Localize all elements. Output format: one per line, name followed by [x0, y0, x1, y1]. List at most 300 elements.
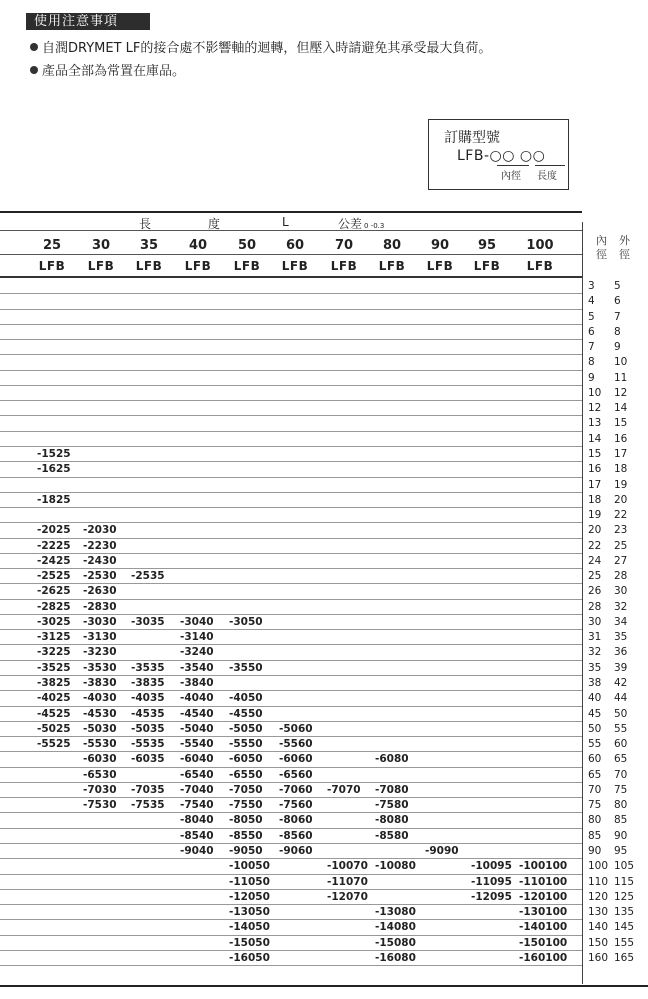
series-col-label: LFB	[233, 259, 261, 273]
row-divider	[0, 354, 582, 355]
outer-diameter-value: 9	[614, 341, 621, 353]
row-divider	[0, 370, 582, 371]
row-divider	[0, 690, 582, 691]
inner-diameter-value: 18	[588, 494, 602, 506]
inner-diameter-value: 17	[588, 479, 602, 491]
part-number-cell: -7030	[83, 784, 117, 796]
row-divider	[0, 583, 582, 584]
outer-diameter-value: 80	[614, 799, 628, 811]
header-divider-2	[0, 254, 582, 255]
note-2	[30, 64, 185, 80]
part-number-cell: -3040	[180, 616, 214, 628]
inner-diameter-value: 80	[588, 814, 602, 826]
part-number-cell: -12050	[229, 891, 270, 903]
outer-diameter-value: 5	[614, 280, 621, 292]
part-number-cell: -7535	[131, 799, 165, 811]
outer-diameter-value: 50	[614, 708, 628, 720]
part-number-cell: -6050	[229, 753, 263, 765]
part-number-cell: -6540	[180, 769, 214, 781]
order-code-box	[428, 119, 569, 190]
inner-diameter-value: 8	[588, 356, 595, 368]
part-number-cell: -3540	[180, 662, 214, 674]
row-divider	[0, 965, 582, 966]
part-number-cell: -6550	[229, 769, 263, 781]
part-number-cell: -9040	[180, 845, 214, 857]
row-divider	[0, 553, 582, 554]
part-number-cell: -5040	[180, 723, 214, 735]
part-number-cell: -3030	[83, 616, 117, 628]
table-bottom-rule	[0, 985, 648, 987]
outer-diameter-value: 20	[614, 494, 628, 506]
l-header: L	[282, 215, 289, 229]
outer-diameter-value: 16	[614, 433, 628, 445]
row-divider	[0, 522, 582, 523]
row-divider	[0, 614, 582, 615]
series-col-label: LFB	[38, 259, 66, 273]
part-number-cell: -4550	[229, 708, 263, 720]
part-number-cell: -2230	[83, 540, 117, 552]
part-number-cell: -14080	[375, 921, 416, 933]
outer-diameter-value: 10	[614, 356, 628, 368]
row-divider	[0, 782, 582, 783]
outer-diameter-value: 34	[614, 616, 628, 628]
inner-diameter-value: 13	[588, 417, 602, 429]
part-number-cell: -7040	[180, 784, 214, 796]
inner-diameter-value: 100	[588, 860, 609, 872]
row-divider	[0, 599, 582, 600]
row-divider	[0, 385, 582, 386]
part-number-cell: -9060	[279, 845, 313, 857]
part-number-cell: -10095	[471, 860, 512, 872]
outer-diameter-value: 7	[614, 311, 621, 323]
part-number-cell: -3130	[83, 631, 117, 643]
part-number-cell: -7530	[83, 799, 117, 811]
row-divider	[0, 828, 582, 829]
length-col-90: 90	[430, 238, 450, 253]
part-number-cell: -2025	[37, 524, 71, 536]
outer-diameter-value: 28	[614, 570, 628, 582]
part-number-cell: -2825	[37, 601, 71, 613]
part-number-cell: -2625	[37, 585, 71, 597]
series-col-label: LFB	[330, 259, 358, 273]
outer-diameter-value: 30	[614, 585, 628, 597]
part-number-cell: -120100	[519, 891, 568, 903]
length-underline	[535, 165, 565, 166]
tolerance-header	[338, 215, 384, 232]
part-number-cell: -7070	[327, 784, 361, 796]
inner-diameter-value: 32	[588, 646, 602, 658]
inner-diameter-value: 20	[588, 524, 602, 536]
inner-diameter-value: 55	[588, 738, 602, 750]
part-number-cell: -5035	[131, 723, 165, 735]
part-number-cell: -4540	[180, 708, 214, 720]
part-number-cell: -3830	[83, 677, 117, 689]
part-number-cell: -10070	[327, 860, 368, 872]
row-divider	[0, 812, 582, 813]
inner-diameter-value: 16	[588, 463, 602, 475]
length-col-25: 25	[42, 238, 62, 253]
outer-diameter-header: 外 徑	[619, 234, 630, 261]
row-divider	[0, 644, 582, 645]
length-col-100: 100	[526, 238, 554, 253]
part-number-cell: -4050	[229, 692, 263, 704]
part-number-cell: -6040	[180, 753, 214, 765]
inner-diameter-value: 120	[588, 891, 609, 903]
row-divider	[0, 309, 582, 310]
inner-diameter-value: 130	[588, 906, 609, 918]
part-number-cell: -100100	[519, 860, 568, 872]
series-col-label: LFB	[426, 259, 454, 273]
part-number-cell: -8050	[229, 814, 263, 826]
part-number-cell: -8040	[180, 814, 214, 826]
order-inner-diameter-label: 內徑	[501, 171, 521, 182]
outer-diameter-value: 19	[614, 479, 628, 491]
part-number-cell: -12070	[327, 891, 368, 903]
header-divider-1	[0, 230, 582, 231]
inner-diameter-value: 6	[588, 326, 595, 338]
outer-diameter-value: 12	[614, 387, 628, 399]
outer-diameter-value: 27	[614, 555, 628, 567]
row-divider	[0, 675, 582, 676]
outer-diameter-value: 135	[614, 906, 635, 918]
part-number-cell: -2425	[37, 555, 71, 567]
inner-diameter-value: 22	[588, 540, 602, 552]
row-divider	[0, 492, 582, 493]
length-header: 長	[139, 217, 152, 231]
part-number-cell: -3140	[180, 631, 214, 643]
part-number-cell: -3530	[83, 662, 117, 674]
inner-diameter-value: 25	[588, 570, 602, 582]
row-divider	[0, 400, 582, 401]
part-number-cell: -5550	[229, 738, 263, 750]
inner-diameter-value: 60	[588, 753, 602, 765]
inner-diameter-value: 26	[588, 585, 602, 597]
row-divider	[0, 858, 582, 859]
tolerance-label: 公差	[338, 217, 363, 231]
part-number-cell: -9090	[425, 845, 459, 857]
inner-diameter-value: 90	[588, 845, 602, 857]
part-number-cell: -10080	[375, 860, 416, 872]
inner-diameter-underline	[497, 165, 529, 166]
length-col-35: 35	[139, 238, 159, 253]
part-number-cell: -14050	[229, 921, 270, 933]
part-number-cell: -3035	[131, 616, 165, 628]
length-col-30: 30	[91, 238, 111, 253]
part-number-cell: -3230	[83, 646, 117, 658]
part-number-cell: -16080	[375, 952, 416, 964]
inner-diameter-value: 12	[588, 402, 602, 414]
inner-diameter-value: 19	[588, 509, 602, 521]
part-number-cell: -12095	[471, 891, 512, 903]
part-number-cell: -3225	[37, 646, 71, 658]
part-number-cell: -7560	[279, 799, 313, 811]
part-number-cell: -2030	[83, 524, 117, 536]
inner-diameter-value: 65	[588, 769, 602, 781]
inner-diameter-value: 3	[588, 280, 595, 292]
row-divider	[0, 339, 582, 340]
part-number-cell: -2430	[83, 555, 117, 567]
part-number-cell: -2535	[131, 570, 165, 582]
part-number-cell: -7060	[279, 784, 313, 796]
inner-diameter-value: 70	[588, 784, 602, 796]
order-code-model: LFB-○○ ○○	[457, 148, 546, 164]
inner-diameter-value: 28	[588, 601, 602, 613]
inner-diameter-value: 40	[588, 692, 602, 704]
part-number-cell: -4525	[37, 708, 71, 720]
side-column-divider	[582, 222, 583, 984]
inner-diameter-value: 50	[588, 723, 602, 735]
outer-diameter-value: 70	[614, 769, 628, 781]
part-number-cell: -3050	[229, 616, 263, 628]
outer-diameter-value: 11	[614, 372, 628, 384]
part-number-cell: -5535	[131, 738, 165, 750]
part-number-cell: -4035	[131, 692, 165, 704]
row-divider	[0, 568, 582, 569]
part-number-cell: -1825	[37, 494, 71, 506]
length-col-95: 95	[477, 238, 497, 253]
outer-diameter-value: 155	[614, 937, 635, 949]
part-number-cell: -5060	[279, 723, 313, 735]
part-number-cell: -2525	[37, 570, 71, 582]
part-number-cell: -110100	[519, 876, 568, 888]
part-number-cell: -4025	[37, 692, 71, 704]
part-number-cell: -2530	[83, 570, 117, 582]
row-divider	[0, 431, 582, 432]
note-2-text: 產品全部為常置在庫品。	[42, 64, 186, 79]
part-number-cell: -9050	[229, 845, 263, 857]
bullet-icon	[30, 43, 38, 51]
part-number-cell: -2225	[37, 540, 71, 552]
part-number-cell: -11070	[327, 876, 368, 888]
part-number-cell: -1625	[37, 463, 71, 475]
row-divider	[0, 935, 582, 936]
part-number-cell: -3525	[37, 662, 71, 674]
inner-diameter-value: 4	[588, 295, 595, 307]
part-number-cell: -5560	[279, 738, 313, 750]
length-col-70: 70	[334, 238, 354, 253]
part-number-cell: -8550	[229, 830, 263, 842]
inner-diameter-value: 75	[588, 799, 602, 811]
inner-diameter-value: 15	[588, 448, 602, 460]
inner-diameter-value: 38	[588, 677, 602, 689]
outer-diameter-value: 35	[614, 631, 628, 643]
inner-diameter-value: 10	[588, 387, 602, 399]
part-number-cell: -6530	[83, 769, 117, 781]
part-number-cell: -8580	[375, 830, 409, 842]
table-top-rule	[0, 211, 582, 213]
length-col-50: 50	[237, 238, 257, 253]
part-number-cell: -6560	[279, 769, 313, 781]
row-divider	[0, 874, 582, 875]
row-divider	[0, 736, 582, 737]
row-divider	[0, 660, 582, 661]
part-number-cell: -4040	[180, 692, 214, 704]
part-number-cell: -6060	[279, 753, 313, 765]
note-1-text: 自潤DRYMET LF的接合處不影響軸的迴轉，但壓入時請避免其承受最大負荷。	[42, 41, 492, 56]
part-number-cell: -10050	[229, 860, 270, 872]
part-number-cell: -7540	[180, 799, 214, 811]
outer-diameter-value: 105	[614, 860, 635, 872]
inner-diameter-value: 140	[588, 921, 609, 933]
row-divider	[0, 767, 582, 768]
outer-diameter-value: 23	[614, 524, 628, 536]
part-number-cell: -3835	[131, 677, 165, 689]
series-col-label: LFB	[473, 259, 501, 273]
length-col-40: 40	[188, 238, 208, 253]
part-number-cell: -7035	[131, 784, 165, 796]
part-number-cell: -4535	[131, 708, 165, 720]
outer-diameter-value: 22	[614, 509, 628, 521]
outer-diameter-value: 75	[614, 784, 628, 796]
part-number-cell: -3550	[229, 662, 263, 674]
inner-diameter-value: 110	[588, 876, 609, 888]
inner-diameter-value: 9	[588, 372, 595, 384]
part-number-cell: -130100	[519, 906, 568, 918]
outer-diameter-value: 115	[614, 876, 635, 888]
length-col-60: 60	[285, 238, 305, 253]
part-number-cell: -8060	[279, 814, 313, 826]
order-length-label: 長度	[537, 171, 557, 182]
note-1	[30, 41, 491, 57]
part-number-cell: -3535	[131, 662, 165, 674]
series-col-label: LFB	[135, 259, 163, 273]
inner-diameter-value: 14	[588, 433, 602, 445]
tolerance-value: 0 -0.3	[364, 222, 385, 230]
inner-diameter-value: 35	[588, 662, 602, 674]
part-number-cell: -5050	[229, 723, 263, 735]
inner-diameter-value: 7	[588, 341, 595, 353]
inner-diameter-value: 24	[588, 555, 602, 567]
part-number-cell: -140100	[519, 921, 568, 933]
inner-diameter-header: 內徑	[596, 234, 607, 261]
part-number-cell: -5530	[83, 738, 117, 750]
series-col-label: LFB	[281, 259, 309, 273]
part-number-cell: -3240	[180, 646, 214, 658]
part-number-cell: -5525	[37, 738, 71, 750]
part-number-cell: -5025	[37, 723, 71, 735]
part-number-cell: -2630	[83, 585, 117, 597]
part-number-cell: -15080	[375, 937, 416, 949]
outer-diameter-value: 95	[614, 845, 628, 857]
inner-diameter-value: 45	[588, 708, 602, 720]
part-number-cell: -1525	[37, 448, 71, 460]
outer-diameter-value: 125	[614, 891, 635, 903]
outer-diameter-value: 18	[614, 463, 628, 475]
outer-diameter-value: 6	[614, 295, 621, 307]
row-divider	[0, 446, 582, 447]
part-number-cell: -13050	[229, 906, 270, 918]
part-number-cell: -11050	[229, 876, 270, 888]
part-number-cell: -8080	[375, 814, 409, 826]
part-number-cell: -3840	[180, 677, 214, 689]
outer-diameter-value: 55	[614, 723, 628, 735]
row-divider	[0, 904, 582, 905]
outer-diameter-value: 39	[614, 662, 628, 674]
outer-diameter-value: 60	[614, 738, 628, 750]
part-number-cell: -3025	[37, 616, 71, 628]
part-number-cell: -6030	[83, 753, 117, 765]
header-bottom-rule	[0, 276, 582, 278]
length-col-80: 80	[382, 238, 402, 253]
inner-diameter-value: 5	[588, 311, 595, 323]
part-number-cell: -11095	[471, 876, 512, 888]
row-divider	[0, 706, 582, 707]
outer-diameter-value: 32	[614, 601, 628, 613]
part-number-cell: -2830	[83, 601, 117, 613]
part-number-cell: -5030	[83, 723, 117, 735]
outer-diameter-value: 85	[614, 814, 628, 826]
outer-diameter-value: 145	[614, 921, 635, 933]
part-number-cell: -13080	[375, 906, 416, 918]
outer-diameter-value: 17	[614, 448, 628, 460]
row-divider	[0, 629, 582, 630]
part-number-cell: -4030	[83, 692, 117, 704]
row-divider	[0, 843, 582, 844]
row-divider	[0, 751, 582, 752]
part-number-cell: -6035	[131, 753, 165, 765]
part-number-cell: -15050	[229, 937, 270, 949]
inner-diameter-value: 30	[588, 616, 602, 628]
inner-diameter-value: 85	[588, 830, 602, 842]
inner-diameter-value: 160	[588, 952, 609, 964]
part-number-cell: -8560	[279, 830, 313, 842]
part-number-cell: -7080	[375, 784, 409, 796]
outer-diameter-value: 25	[614, 540, 628, 552]
outer-diameter-value: 15	[614, 417, 628, 429]
outer-diameter-value: 36	[614, 646, 628, 658]
outer-diameter-value: 65	[614, 753, 628, 765]
outer-diameter-value: 165	[614, 952, 635, 964]
section-header-usage-notes: 使用注意事項	[26, 13, 150, 30]
part-number-cell: -5540	[180, 738, 214, 750]
row-divider	[0, 324, 582, 325]
degree-header: 度	[208, 217, 221, 231]
row-divider	[0, 415, 582, 416]
row-divider	[0, 950, 582, 951]
part-number-cell: -7550	[229, 799, 263, 811]
outer-diameter-value: 44	[614, 692, 628, 704]
bullet-icon	[30, 66, 38, 74]
row-divider	[0, 919, 582, 920]
outer-diameter-value: 42	[614, 677, 628, 689]
part-number-cell: -3825	[37, 677, 71, 689]
part-number-cell: -4530	[83, 708, 117, 720]
row-divider	[0, 461, 582, 462]
part-number-cell: -8540	[180, 830, 214, 842]
row-divider	[0, 477, 582, 478]
part-number-cell: -150100	[519, 937, 568, 949]
row-divider	[0, 538, 582, 539]
series-col-label: LFB	[87, 259, 115, 273]
series-col-label: LFB	[184, 259, 212, 273]
inner-diameter-value: 150	[588, 937, 609, 949]
row-divider	[0, 293, 582, 294]
series-col-label: LFB	[378, 259, 406, 273]
order-code-title: 訂購型號	[444, 130, 500, 146]
part-number-cell: -7050	[229, 784, 263, 796]
row-divider	[0, 889, 582, 890]
row-divider	[0, 797, 582, 798]
part-number-cell: -160100	[519, 952, 568, 964]
part-number-cell: -7580	[375, 799, 409, 811]
outer-diameter-value: 8	[614, 326, 621, 338]
outer-diameter-value: 90	[614, 830, 628, 842]
row-divider	[0, 507, 582, 508]
row-divider	[0, 721, 582, 722]
part-number-cell: -16050	[229, 952, 270, 964]
series-col-label: LFB	[526, 259, 554, 273]
part-number-cell: -3125	[37, 631, 71, 643]
